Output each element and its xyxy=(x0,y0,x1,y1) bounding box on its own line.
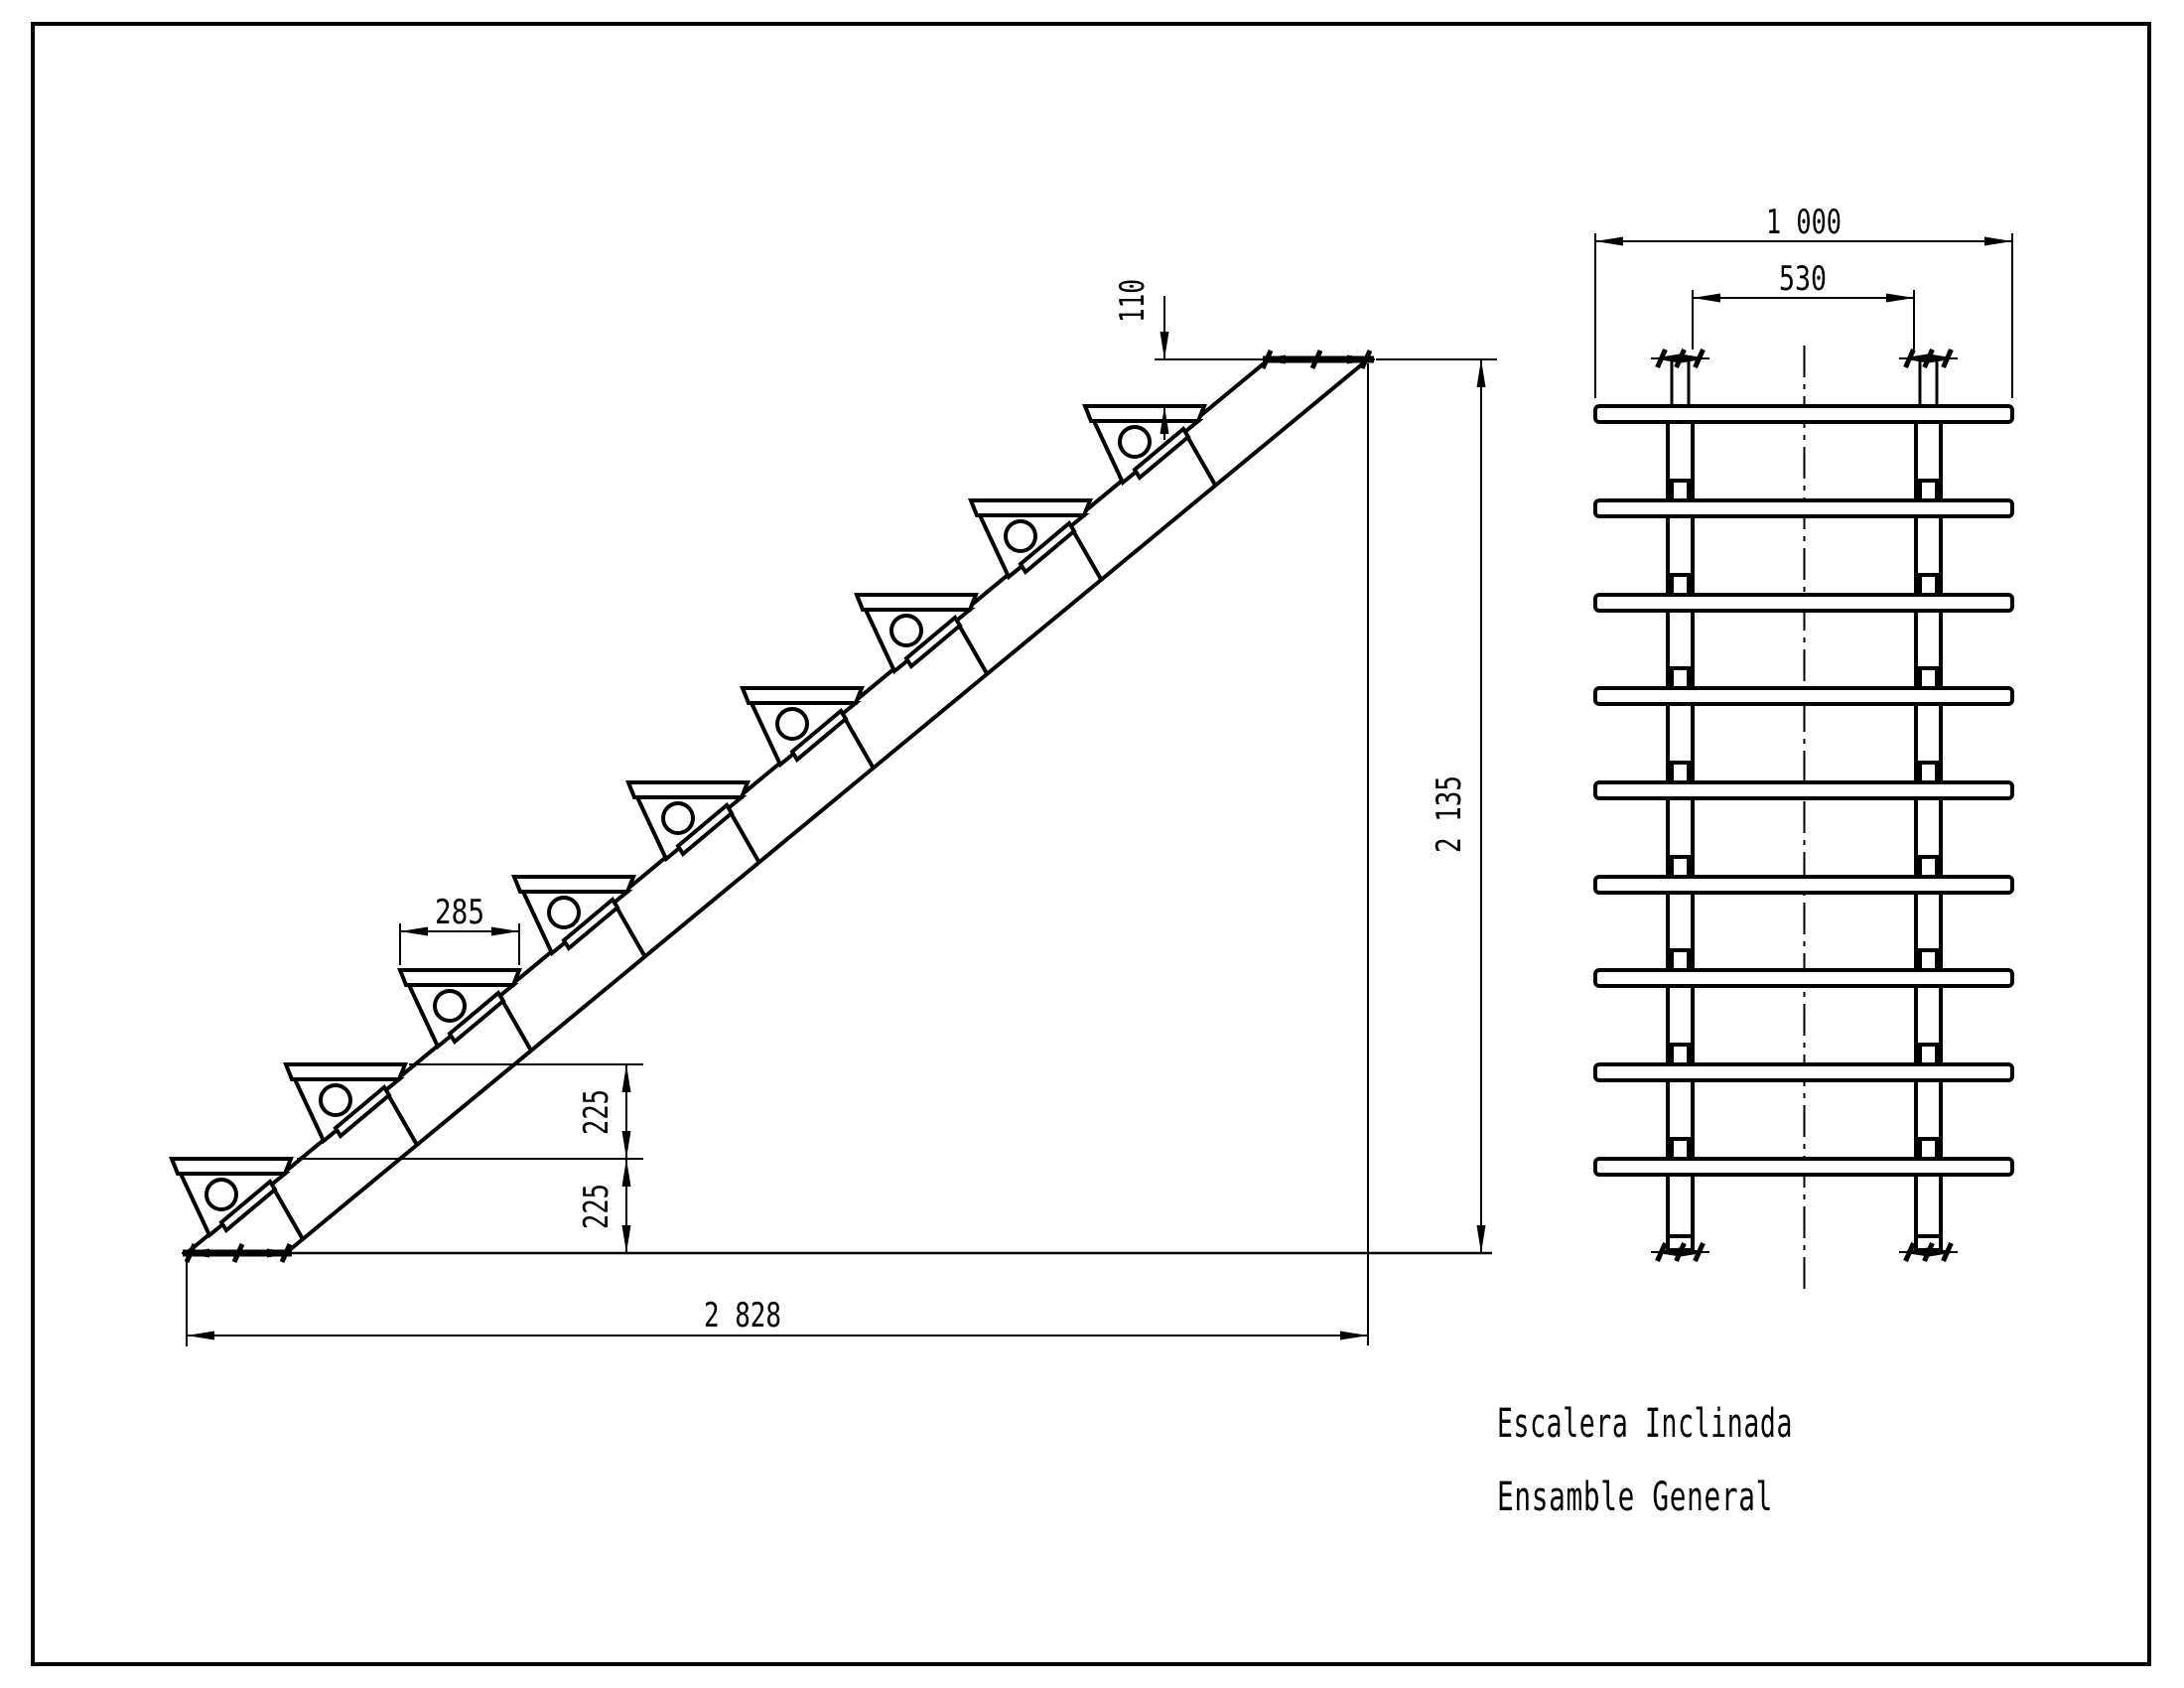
dim-overall-width-value: 1 000 xyxy=(1766,203,1842,242)
title-block xyxy=(1497,1401,1793,1520)
step xyxy=(286,1064,417,1145)
step xyxy=(172,1159,303,1239)
dim-stringer-spacing-value: 530 xyxy=(1779,259,1827,299)
left-rail xyxy=(1651,350,1709,1261)
dim-total-height xyxy=(1376,359,1497,1253)
right-rail xyxy=(1899,350,1958,1261)
step xyxy=(971,500,1102,581)
dim-total-run xyxy=(187,1261,1368,1346)
step xyxy=(1085,406,1216,487)
dim-tread-width-value: 285 xyxy=(435,893,484,932)
dim-riser-bottom-value: 225 xyxy=(577,1168,616,1229)
step xyxy=(857,595,988,675)
dim-total-height-value: 2 135 xyxy=(1430,751,1469,853)
dim-top-offset-value: 110 xyxy=(1113,261,1153,323)
front-view xyxy=(1595,203,2012,1289)
step xyxy=(743,688,874,769)
dim-total-run-value: 2 828 xyxy=(704,1296,781,1336)
step xyxy=(400,970,531,1051)
drawing-subtitle: Ensamble General xyxy=(1497,1475,1773,1520)
step xyxy=(628,782,759,863)
drawing-title: Escalera Inclinada xyxy=(1497,1401,1793,1447)
dim-tread-width xyxy=(400,893,519,965)
dim-riser-top-value: 225 xyxy=(577,1073,616,1135)
side-view xyxy=(172,261,1497,1346)
drawing-border xyxy=(33,24,2149,1664)
steps xyxy=(172,406,1216,1239)
step xyxy=(514,877,645,957)
dim-stringer-spacing xyxy=(1693,259,1914,350)
